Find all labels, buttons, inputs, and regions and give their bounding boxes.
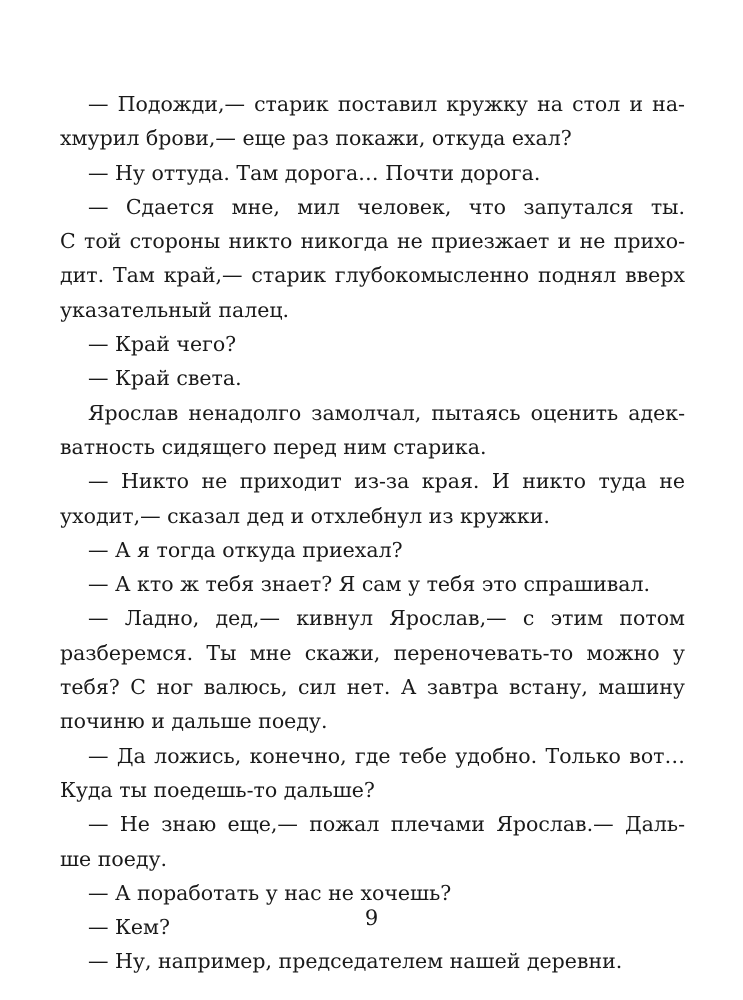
text-line: — Край света. <box>88 366 242 391</box>
text-line: — Никто не приходит из-за края. И никто туда не <box>88 469 685 494</box>
body-text <box>60 87 685 979</box>
text-line: дит. Там край,— старик глубокомысленно поднял вверх <box>60 263 685 288</box>
text-line: — Подожди,— старик поставил кружку на стол и на- <box>88 92 685 116</box>
text-line: Ярослав ненадолго замолчал, пытаясь оценить адек- <box>88 400 685 425</box>
text-line: — Кем? <box>88 915 170 940</box>
text-line: С той стороны никто никогда не приезжает и не прихо- <box>60 229 685 254</box>
text-line: — Ну, например, председателем нашей деревни. <box>88 949 623 974</box>
text-line: уходит,— сказал дед и отхлебнул из кружки. <box>60 503 550 528</box>
text-line: — А я тогда откуда приехал? <box>88 537 403 562</box>
page-number: 9 <box>364 906 379 930</box>
text-line: — А поработать у нас не хочешь? <box>88 880 452 905</box>
text-line: — А кто ж тебя знает? Я сам у тебя это спрашивал. <box>88 572 651 597</box>
text-line: разберемся. Ты мне скажи, переночевать-то можно у <box>60 640 685 665</box>
text-line: — Ладно, дед,— кивнул Ярослав,— с этим потом <box>88 606 685 631</box>
text-line: указательный палец. <box>60 297 290 322</box>
text-line: починю и дальше поеду. <box>60 709 328 734</box>
text-line: ватность сидящего перед ним старика. <box>60 434 487 459</box>
text-line: — Сдается мне, мил человек, что запутался ты. <box>88 194 685 219</box>
text-line: — Край чего? <box>88 332 237 357</box>
text-line: — Не знаю еще,— пожал плечами Ярослав.— Даль- <box>88 812 685 837</box>
text-line: — Да ложись, конечно, где тебе удобно. Только вот… <box>88 743 685 768</box>
text-line: тебя? С ног валюсь, сил нет. А завтра встану, машину <box>60 675 685 700</box>
text-line: Куда ты поедешь-то дальше? <box>60 777 375 802</box>
text-line: хмурил брови,— еще раз покажи, откуда ехал? <box>60 126 572 151</box>
text-line: ше поеду. <box>60 846 168 871</box>
text-line: — Ну оттуда. Там дорога… Почти дорога. <box>88 160 541 185</box>
